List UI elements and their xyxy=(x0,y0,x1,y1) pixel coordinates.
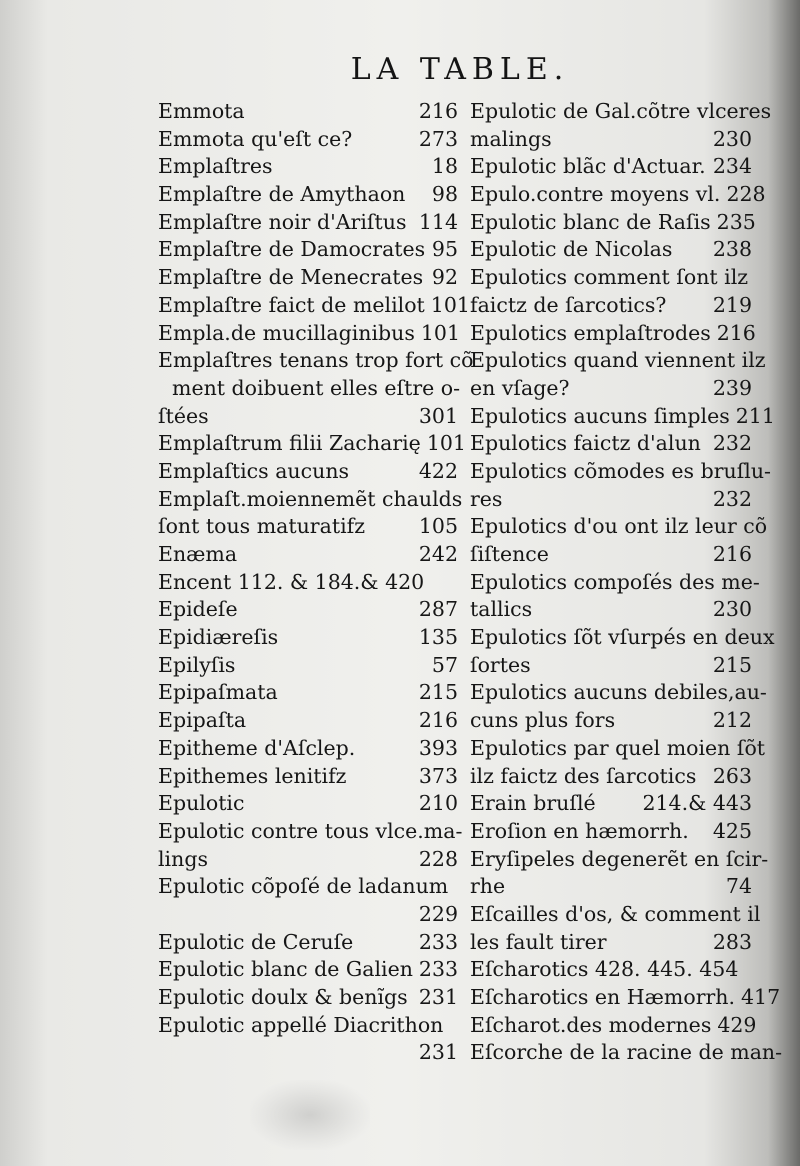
index-entry xyxy=(470,735,766,763)
index-term: Epulotics compoſés des me- xyxy=(470,569,760,594)
index-page-number: 228 xyxy=(418,846,458,871)
index-term: Epithemes lenitifz xyxy=(158,763,347,788)
index-page-number: 273 xyxy=(418,126,458,151)
index-term: ſortes xyxy=(470,652,531,677)
index-page-number: 114 xyxy=(418,209,458,234)
index-term: Epulotics d'ou ont ilz leur cõ xyxy=(470,514,768,539)
index-page-number: 95 xyxy=(431,237,458,262)
index-page-number: 105 xyxy=(418,514,458,539)
index-page-number: 422 xyxy=(418,458,458,483)
index-page-number: 74 xyxy=(725,874,752,899)
index-term: Epidiæreſis xyxy=(158,625,279,650)
index-term: Epulotic de Nicolas xyxy=(470,237,673,262)
index-page-number: 283 xyxy=(712,929,752,954)
index-entry xyxy=(470,956,752,984)
index-entry xyxy=(158,679,458,707)
index-entry xyxy=(158,929,458,957)
index-term: Erain bruſlé xyxy=(470,791,596,816)
index-term: Emmota qu'eſt ce? xyxy=(158,126,353,151)
index-term: Epulotics aucuns ſimples xyxy=(470,403,730,428)
index-page-number: 212 xyxy=(712,708,752,733)
index-page-number: 216 xyxy=(712,542,752,566)
index-page-number: 429 xyxy=(717,1012,757,1037)
index-page-number: 216 xyxy=(418,99,458,123)
index-entry xyxy=(470,652,752,680)
index-term: cuns plus fors xyxy=(470,708,616,733)
index-entry xyxy=(158,956,458,984)
index-term: Epulotics aucuns debiles,au- xyxy=(470,680,767,705)
index-column-right xyxy=(470,98,783,1067)
index-entry xyxy=(158,292,470,320)
index-term: en vſage? xyxy=(470,375,570,400)
index-page-number: 18 xyxy=(431,154,458,179)
index-page-number: 98 xyxy=(431,182,458,207)
index-term: Epulotics comment ſont ilz xyxy=(470,265,749,290)
index-entry xyxy=(470,403,775,431)
index-entry xyxy=(470,347,766,375)
index-entry xyxy=(158,236,458,264)
index-term: ſtées xyxy=(158,403,209,428)
index-term: rhe xyxy=(470,874,506,899)
running-head-text: LA TABLE. xyxy=(350,52,570,87)
index-entry xyxy=(158,735,458,763)
index-entry xyxy=(158,984,458,1012)
index-entry xyxy=(158,430,466,458)
index-page-number: 229 xyxy=(418,901,458,926)
index-term: res xyxy=(470,486,503,511)
index-page-number: 231 xyxy=(418,985,458,1009)
index-entry xyxy=(158,458,458,486)
index-page-number: 232 xyxy=(712,431,752,456)
index-entry xyxy=(158,541,458,569)
index-entry xyxy=(470,153,752,181)
index-term: Epulotic de Ceruſe xyxy=(158,929,354,954)
index-entry xyxy=(158,126,458,154)
index-entry xyxy=(470,430,752,458)
index-term: Emplaſtres tenans trop fort cõ xyxy=(158,348,474,373)
index-entry xyxy=(470,541,752,569)
index-page-number: 210 xyxy=(418,791,458,816)
index-term: Eſcorche de la racine de man- xyxy=(470,1040,783,1065)
index-page-number: 301 xyxy=(418,403,458,428)
index-page-number: 232 xyxy=(712,486,752,511)
index-term: faictz de ſarcotics? xyxy=(470,292,667,317)
index-term: Emplaſtre noir d'Ariſtus xyxy=(158,209,407,234)
index-term: Emplaſtre faict de melilot xyxy=(158,292,425,317)
index-page-number: 57 xyxy=(431,652,458,677)
index-entry xyxy=(158,403,458,431)
index-term: Epulotics cõmodes es bruſlu- xyxy=(470,458,771,483)
index-entry xyxy=(158,153,458,181)
index-entry xyxy=(470,209,756,237)
index-term: Epulotic blanc de Raſis xyxy=(470,209,711,234)
index-term: lings xyxy=(158,846,208,871)
index-term: Epulotics par quel moien ſõt xyxy=(470,735,766,760)
index-entry xyxy=(158,596,458,624)
index-entry xyxy=(470,984,781,1012)
index-page-number: 235 xyxy=(716,209,756,234)
index-term: ſiſtence xyxy=(470,542,549,566)
index-term: Epulotic blãc d'Actuar. xyxy=(470,154,706,179)
index-term: Epulotic blanc de Galien xyxy=(158,957,413,982)
index-entry xyxy=(470,901,761,929)
index-term: tallics xyxy=(470,597,533,622)
index-entry xyxy=(158,264,458,292)
index-entry xyxy=(158,790,458,818)
index-entry xyxy=(470,624,775,652)
index-term: Epulotic de Gal.cõtre vlceres xyxy=(470,99,772,123)
index-entry xyxy=(470,292,752,320)
index-page-number: 417 xyxy=(741,985,781,1009)
index-page-number: 214.& 443 xyxy=(642,791,752,816)
index-term: Emplaſtre de Amythaon xyxy=(158,182,406,207)
index-entry xyxy=(158,763,458,791)
index-term: Epulotics quand viennent ilz xyxy=(470,348,766,373)
index-term: Epipaſmata xyxy=(158,680,278,705)
index-page-number: 373 xyxy=(418,763,458,788)
index-page-number: 233 xyxy=(418,929,458,954)
index-entry xyxy=(158,624,458,652)
index-entry xyxy=(470,596,752,624)
index-term: Eſcharotics 428. 445. 454 xyxy=(470,957,739,982)
index-column-left xyxy=(158,98,474,1067)
index-page-number: 215 xyxy=(418,680,458,705)
index-entry xyxy=(158,873,458,901)
index-entry xyxy=(470,236,752,264)
index-term: Eſcharotics en Hæmorrh. xyxy=(470,985,736,1009)
index-term: Epulotics faictz d'alun xyxy=(470,431,701,456)
index-term: Eſcharot.des modernes xyxy=(470,1012,712,1037)
index-term: Emplaſtics aucuns xyxy=(158,458,350,483)
index-term: Epulotics emplaſtrodes xyxy=(470,320,711,345)
index-entry xyxy=(158,513,458,541)
index-term: ment doibuent elles eſtre o- xyxy=(172,375,461,400)
index-entry xyxy=(470,846,769,874)
index-page-number: 239 xyxy=(712,375,752,400)
index-entry xyxy=(158,98,458,126)
index-entry xyxy=(158,901,458,929)
paper-stain xyxy=(250,1080,370,1150)
index-entry xyxy=(158,652,458,680)
index-term: Emplaſtrum filii Zacharię xyxy=(158,431,421,456)
index-page-number: 219 xyxy=(712,292,752,317)
index-page-number: 101 xyxy=(420,320,461,345)
index-term: Epulotic cõpoſé de ladanum xyxy=(158,874,449,899)
index-term: Epulo.contre moyens vl. xyxy=(470,182,721,207)
index-page-number: 216 xyxy=(418,708,458,733)
index-page-number: 230 xyxy=(712,126,752,151)
index-entry xyxy=(158,569,458,597)
index-entry xyxy=(470,929,752,957)
index-entry xyxy=(470,818,752,846)
index-entry xyxy=(470,486,752,514)
index-term: Emplaſtres xyxy=(158,154,273,179)
index-term: Emplaſtre de Damocrates xyxy=(158,237,426,262)
index-page-number: 263 xyxy=(712,763,752,788)
index-term: ſont tous maturatifz xyxy=(158,514,366,539)
index-page-number: 211 xyxy=(735,403,775,428)
index-entry xyxy=(158,209,458,237)
index-term: Emmota xyxy=(158,99,245,123)
index-page-number: 231 xyxy=(418,1040,458,1065)
index-entry xyxy=(158,320,461,348)
index-entry xyxy=(470,707,752,735)
index-entry xyxy=(470,98,772,126)
index-entry xyxy=(158,486,463,514)
index-entry xyxy=(470,375,752,403)
index-term: Enæma xyxy=(158,542,238,566)
index-entry xyxy=(158,846,458,874)
index-page-number: 135 xyxy=(418,625,458,650)
index-entry xyxy=(158,375,461,403)
index-page-number: 228 xyxy=(726,182,766,207)
index-page-number: 287 xyxy=(418,597,458,622)
index-entry xyxy=(470,763,752,791)
index-page-number: 425 xyxy=(712,818,752,843)
index-entry xyxy=(470,569,760,597)
index-entry xyxy=(158,181,458,209)
index-term: les fault tirer xyxy=(470,929,607,954)
index-term: Encent 112. & 184.& 420 xyxy=(158,569,425,594)
index-entry xyxy=(158,1039,458,1067)
index-entry xyxy=(470,679,767,707)
index-page-number: 101 xyxy=(426,431,466,456)
index-entry xyxy=(158,818,463,846)
index-term: Eſcailles d'os, & comment il xyxy=(470,901,761,926)
index-term: Emplaſtre de Menecrates xyxy=(158,265,424,290)
index-page-number: 238 xyxy=(712,237,752,262)
index-entry xyxy=(470,264,752,292)
index-entry xyxy=(470,790,752,818)
index-term: Eroſion en hæmorrh. xyxy=(470,818,689,843)
index-term: Epipaſta xyxy=(158,708,247,733)
index-page-number: 233 xyxy=(418,957,459,982)
index-term: malings xyxy=(470,126,552,151)
index-page-number: 234 xyxy=(712,154,752,179)
index-page-number: 393 xyxy=(418,735,458,760)
index-term: Epulotic appellé Diacrithon xyxy=(158,1012,444,1037)
index-page-number: 101 xyxy=(430,292,470,317)
index-entry xyxy=(470,320,756,348)
index-term: Epilyſis xyxy=(158,652,236,677)
index-entry xyxy=(470,873,752,901)
index-term: Epulotic xyxy=(158,791,245,816)
index-entry xyxy=(158,1012,458,1040)
page-title xyxy=(0,52,800,87)
index-entry xyxy=(470,1039,783,1067)
index-term: Empla.de mucillaginibus xyxy=(158,320,415,345)
index-entry xyxy=(470,126,752,154)
index-page-number: 230 xyxy=(712,597,752,622)
index-term: Epulotics ſõt vſurpés en deux xyxy=(470,625,775,650)
index-term: Emplaſt.moiennemẽt chaulds xyxy=(158,486,463,511)
index-entry xyxy=(470,181,766,209)
index-term: Eryſipeles degenerẽt en ſcir- xyxy=(470,846,769,871)
index-term: Epulotic contre tous vlce.ma- xyxy=(158,818,463,843)
index-term: Epideſe xyxy=(158,597,238,622)
index-term: Epulotic doulx & benĩgs xyxy=(158,985,408,1009)
index-page-number: 216 xyxy=(716,320,756,345)
index-page-number: 242 xyxy=(418,542,458,566)
index-entry xyxy=(470,458,771,486)
index-entry xyxy=(470,1012,757,1040)
index-term: ilz faictz des ſarcotics xyxy=(470,763,697,788)
index-entry xyxy=(158,347,474,375)
index-page-number: 215 xyxy=(712,652,752,677)
index-term: Epitheme d'Aſclep. xyxy=(158,735,356,760)
index-entry xyxy=(158,707,458,735)
index-page-number: 92 xyxy=(431,265,458,290)
index-entry xyxy=(470,513,768,541)
